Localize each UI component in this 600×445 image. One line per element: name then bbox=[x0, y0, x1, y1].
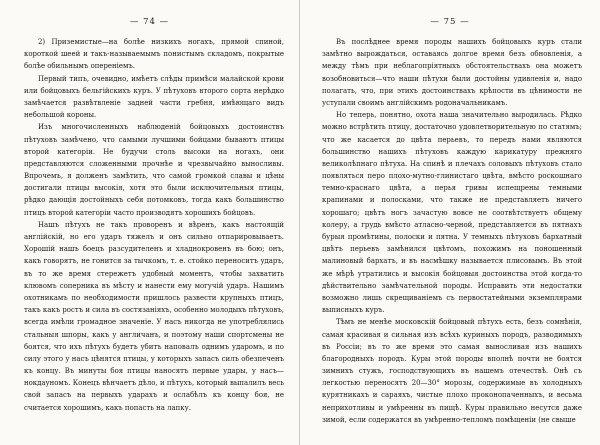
right-page bbox=[300, 0, 600, 445]
page-number: — 74 — bbox=[129, 17, 170, 27]
paragraph: 2) Приземистые—на болѣе низкихъ ногахъ, прямой спиной, короткой шеей и такъ-называемымъ понистымъ складомъ, покрытые болѣе обильнымъ опереніемъ. bbox=[24, 38, 284, 71]
body-text bbox=[322, 36, 582, 426]
paragraph: Тѣмъ не менѣе московскій бойцовый пѣтухъ есть, безъ сомнѣнія, самая красивая и сильная изъ всѣхъ куриныхъ породъ, разводимыхъ въ Россіи; въ то же время это самая выносливая изъ нашихъ благородныхъ породъ. Куры этой породы вполнѣ почти не боятся зимнихъ стужъ, господствующихъ въ нашемъ отечествѣ. Онѣ съ легкостью переносятъ 20—30° морозы, содержимые въ холодныхъ курятникахъ и сараяхъ, чистые плохо проконопаченныхъ, и весьма неприхотливы и умѣренны въ пищѣ. Куры правильно несутся даже зимой, если содержатся въ умѣренно-тепломъ помѣщеніи (не свыше bbox=[322, 318, 582, 424]
paragraph: Изъ многочисленныхъ наблюденій бойцовыхъ достоинствъ пѣтуховъ замѣчено, что самыми лучшими бойцами бываютъ птицы второй категоріи. Не будучи столь высоки на ногахъ, они представляются сложенными прочнѣе и чрезвычайно выносливы. Впрочемъ, я долженъ замѣтить, что самой громкой славы и цѣны достигали птицы высокія, хотя это были исключительныя птицы, рѣдко дающія достойныхъ себя потомковъ, тогда какъ большинство птицъ второй категоріи часто производятъ хорошихъ бойцовъ. bbox=[24, 123, 284, 217]
paragraph: Первый типъ, очевидно, имѣетъ слѣды примѣси малайской крови или бойцовыхъ бельгійскихъ куръ. У пѣтуховъ второго сорта нерѣдко замѣчается развѣтвленіе задней части гребня, имѣющаго видъ небольшой короны. bbox=[24, 74, 284, 120]
paragraph: Нашъ пѣтухъ не такъ проворенъ и вѣренъ, какъ настоящій англійскій, но его ударъ тяжелъ и онъ сильно отпарировываетъ. Хорошій нашъ боецъ разсудителенъ и хладнокровенъ въ бою; онъ, какъ говорятъ, не гонится за тычкомъ, т. е. стойко переноситъ ударъ, въ то же время стережетъ удобный моментъ, чтобы захватить клювомъ соперника въ мѣсту и нанести ему могучій ударъ. Нашимъ охотникамъ по необходимости пришлось развести крупныхъ птицъ, такъ какъ ростъ и сила въ состязаніяхъ, особенно молодыхъ пѣтуховъ, всегда имѣли громадное значеніе. У насъ никогда не употреблялись стальныя шпоры, какъ у англичанъ, и поэтому наши спортсмены не боятся, что ихъ пѣтухъ будетъ убитъ наповалъ однимъ ударомъ, и по силу этого у насъ цѣнятся птицы, у которыхъ запасъ силъ обезпеченъ къ концу. Въ минуты боя птицы наносятъ первые удары, у насъ—нокдауномъ. Конецъ вѣнчаетъ дѣло, и пѣтухъ, который выпалилъ весь свой запасъ на первыхъ ударахъ и ослабѣлъ къ концу боя, не считается хорошимъ, какъ попасть на лапку. bbox=[24, 220, 284, 412]
paragraph: Въ послѣднее время породы нашихъ бойцовыхъ куръ стали замѣтно вырождаться, оставаясь долгое время безъ обновленія, а между тѣмъ при неблагопріятныхъ обстоятельствахъ она можетъ возобновиться—что наши пѣтухи были достойны удивленія и, надо полагать, что, при этихъ достоинствахъ крѣпости въ цѣнимости не уступали своимъ англійскимъ родоначальникамъ. bbox=[322, 38, 582, 107]
page-number: — 75 — bbox=[430, 17, 470, 27]
paragraph: Но теперь, понятно, охота наша значительно выродилась. Рѣдко можно встрѣтить птицу, достаточно удовлетворительную по статямъ; что же касается до цвѣта перьевъ, то передъ нами являются большинство нашихъ пѣтуховъ каждую карикатуру прежняго великолѣпнаго пѣтуха. На спинѣ и плечахъ соловыхъ пѣтуховъ стало появляться перо плохо-мутно-глинистаго цвѣта, вмѣсто роскошнаго темно-краснаго цвѣта, а перья гривы испещрены темными крапинами и полосками, что также не представляетъ ничего хорошаго; цвѣтъ ногъ зачастую вовсе не соотвѣтствуетъ общему колеру, а грудь вмѣсто атласно-черной, представляется въ пятнахъ бурыя промѣтины, полоски и пятна. У темныхъ пѣтуховъ бархатный цвѣтъ перьевъ замѣнился цвѣтомъ, похожимъ на поношенный малиновый бархатъ, и въ насмѣшку называется плисовымъ. Въ этой же мѣрѣ утратились и высокія бойцовыя достоинства этой когда-то дѣйствительно замѣчательной породы. Исправить эти недостатки возможно лишь скрещиваніемъ съ первостатейными экземплярами выписныхъ куръ. bbox=[322, 111, 582, 315]
body-text bbox=[24, 36, 284, 414]
